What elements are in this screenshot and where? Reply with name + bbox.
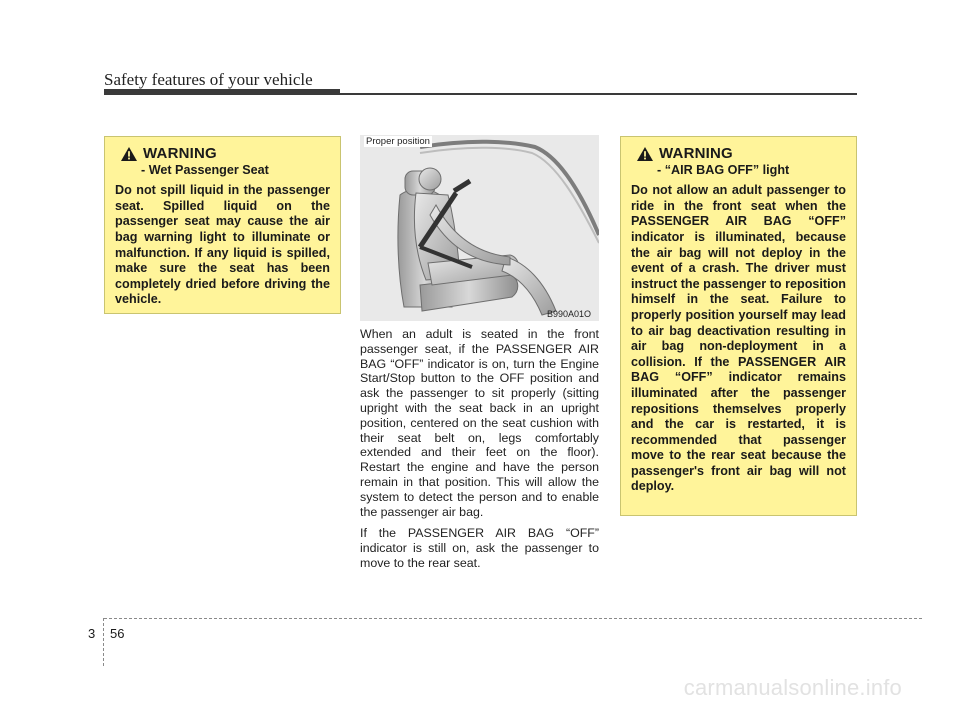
body-paragraph-2: If the PASSENGER AIR BAG “OFF” indicator is still on, ask the passenger to move to the rear seat. xyxy=(360,526,599,570)
watermark: carmanualsonline.info xyxy=(683,675,902,700)
warning-body: Do not spill liquid in the passenger seat. Spilled liquid on the passenger seat may cause the air bag warning light to illuminate or malfunction. If any liquid is spilled, make sure the seat has been completely dried before driving the vehicle. xyxy=(115,183,330,307)
chapter-number: 3 xyxy=(88,626,96,641)
warning-triangle-icon xyxy=(637,147,653,161)
page-number: 56 xyxy=(110,626,125,641)
warning-triangle-icon xyxy=(121,147,137,161)
warning-box-airbag-off xyxy=(620,136,857,516)
seated-passenger-illustration xyxy=(360,135,599,321)
figure-code: B990A01O xyxy=(546,309,591,319)
warning-subtitle: - “AIR BAG OFF” light xyxy=(657,162,790,177)
body-text xyxy=(360,327,599,578)
warning-header xyxy=(121,146,330,162)
warning-body: Do not allow an adult passenger to ride in the front seat when the PASSENGER AIR BAG “OFF” indicator is illuminated, because the air bag will not deploy in the event of a crash. The driver must instruct the passenger to reposition himself in the seat. Failure to properly position yourself may lead to air bag deactivation resulting in air bag non-deployment in a collision. If the PASSENGER AIR BAG “OFF” indicator remains illuminated after the passenger repositions themselves properly and the car is restarted, it is recommended that passenger move to the rear seat because the passenger's front air bag will not deploy. xyxy=(631,183,846,494)
footer-rule xyxy=(104,618,922,619)
header-rule-thin xyxy=(340,93,857,95)
warning-title: WARNING xyxy=(659,145,733,162)
figure-label: Proper position xyxy=(366,136,430,147)
body-paragraph-1: When an adult is seated in the front passenger seat, if the PASSENGER AIR BAG “OFF” indicator is on, turn the Engine Start/Stop button to the OFF position and ask the passenger to sit properly (sitting upright with the seat back in an upright position, centered on the seat cushion with their seat belt on, legs comfortably extended and their feet on the floor). Restart the engine and have the person remain in that position. This will allow the system to detect the person and to enable the passenger air bag. xyxy=(360,327,599,519)
page-header-title: Safety features of your vehicle xyxy=(104,70,313,89)
warning-title: WARNING xyxy=(143,145,217,162)
header-rule-thick xyxy=(104,89,340,95)
warning-box-wet-seat xyxy=(104,136,341,314)
warning-subtitle: - Wet Passenger Seat xyxy=(141,162,269,177)
footer-vertical-rule xyxy=(103,618,104,666)
warning-header xyxy=(637,146,846,162)
proper-position-figure xyxy=(360,135,599,321)
